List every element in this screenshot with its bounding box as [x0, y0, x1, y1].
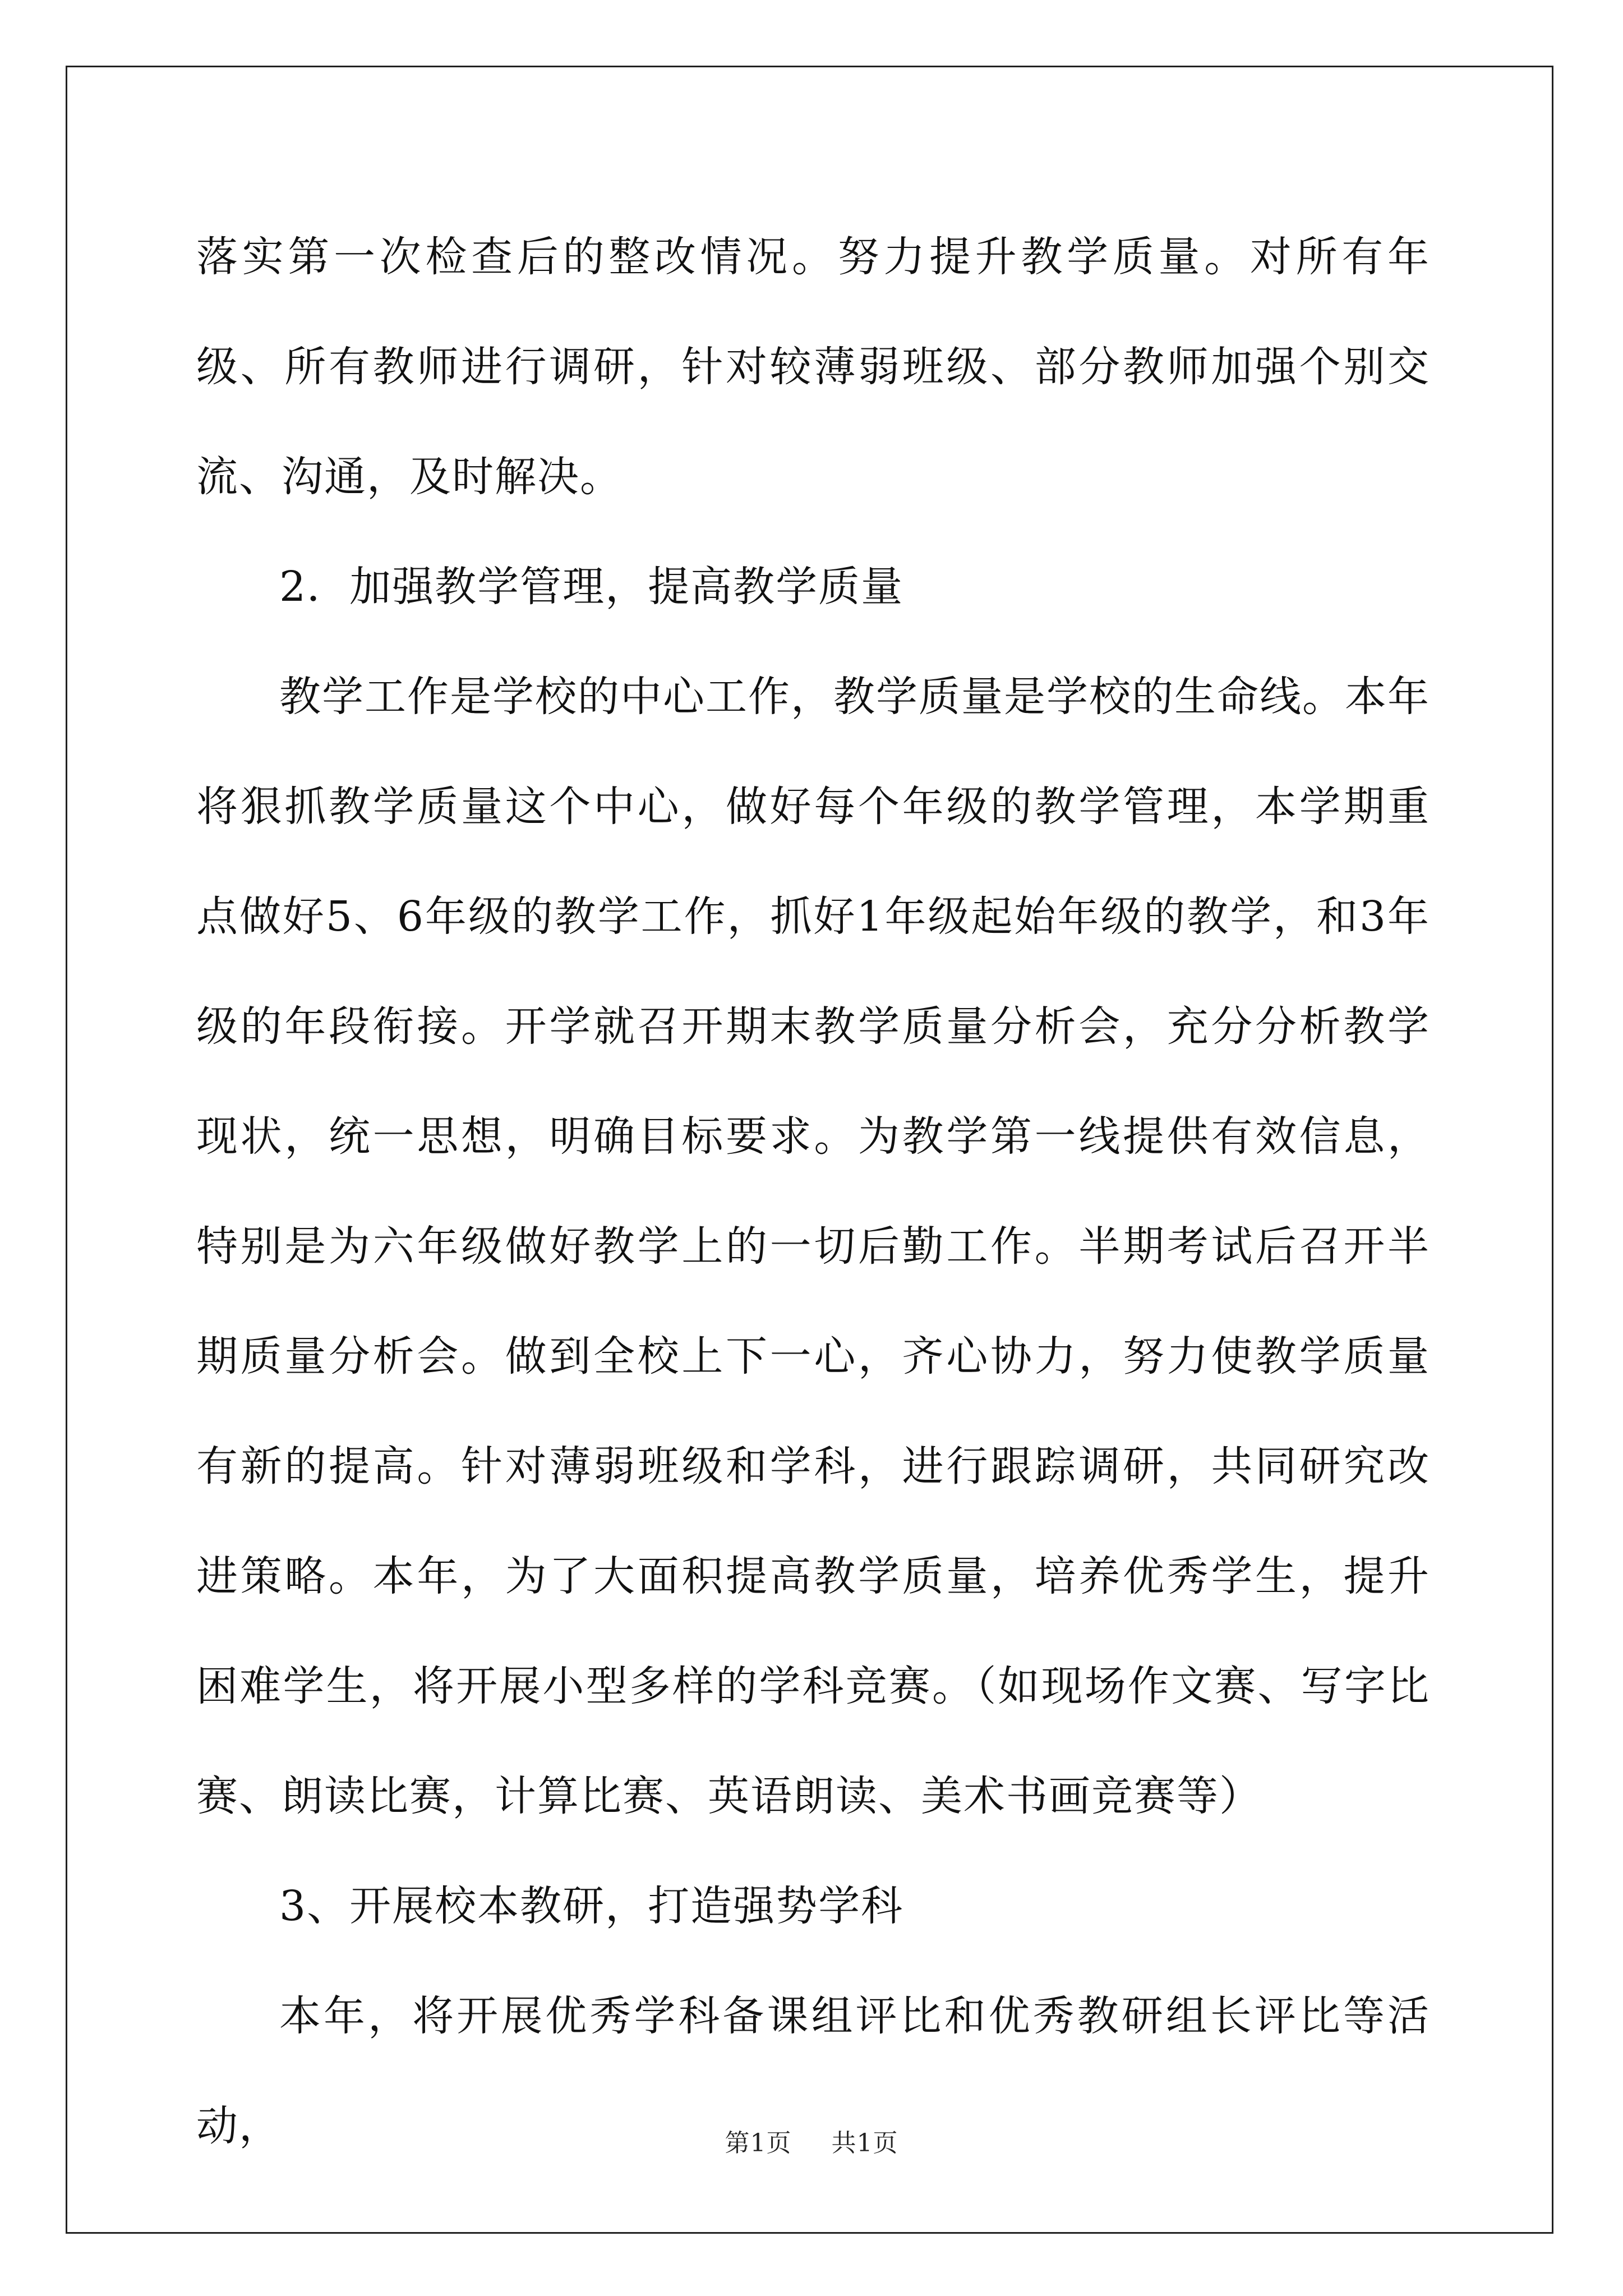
paragraph-2: 教学工作是学校的中心工作，教学质量是学校的生命线。本年将狠抓教学质量这个中心，做好每个年级的教学管理，本学期重点做好5、6年级的教学工作，抓好1年级起始年级的教学，和3年级的年段衔接。开学就召开期末教学质量分析会，充分分析教学现状，统一思想，明确目标要求。为教学第一线提供有效信息，特别是为六年级做好教学上的一切后勤工作。半期考试后召开半期质量分析会。做到全校上下一心，齐心协力，努力使教学质量有新的提高。针对薄弱班级和学科，进行跟踪调研，共同研究改进策略。本年，为了大面积提高教学质量，培养优秀学生，提升困难学生，将开展小型多样的学科竞赛。（如现场作文赛、写字比赛、朗读比赛，计算比赛、英语朗读、美术书画竞赛等）	[196, 673, 1430, 1820]
section-heading-3: 3、开展校本教研，打造强势学科	[279, 1882, 904, 1930]
document-body	[196, 202, 1430, 2181]
paragraph-3: 本年，将开展优秀学科备课组评比和优秀教研组长评比等活动，	[196, 1992, 1430, 2150]
page-number: 第1页	[725, 2129, 792, 2157]
section-heading-2: 2．加强教学管理，提高教学质量	[279, 563, 904, 611]
paragraph-1: 落实第一次检查后的整改情况。努力提升教学质量。对所有年级、所有教师进行调研，针对较薄弱班级、部分教师加强个别交流、沟通，及时解决。	[196, 233, 1430, 501]
page-total: 共1页	[831, 2129, 898, 2157]
page-footer	[0, 2123, 1623, 2159]
